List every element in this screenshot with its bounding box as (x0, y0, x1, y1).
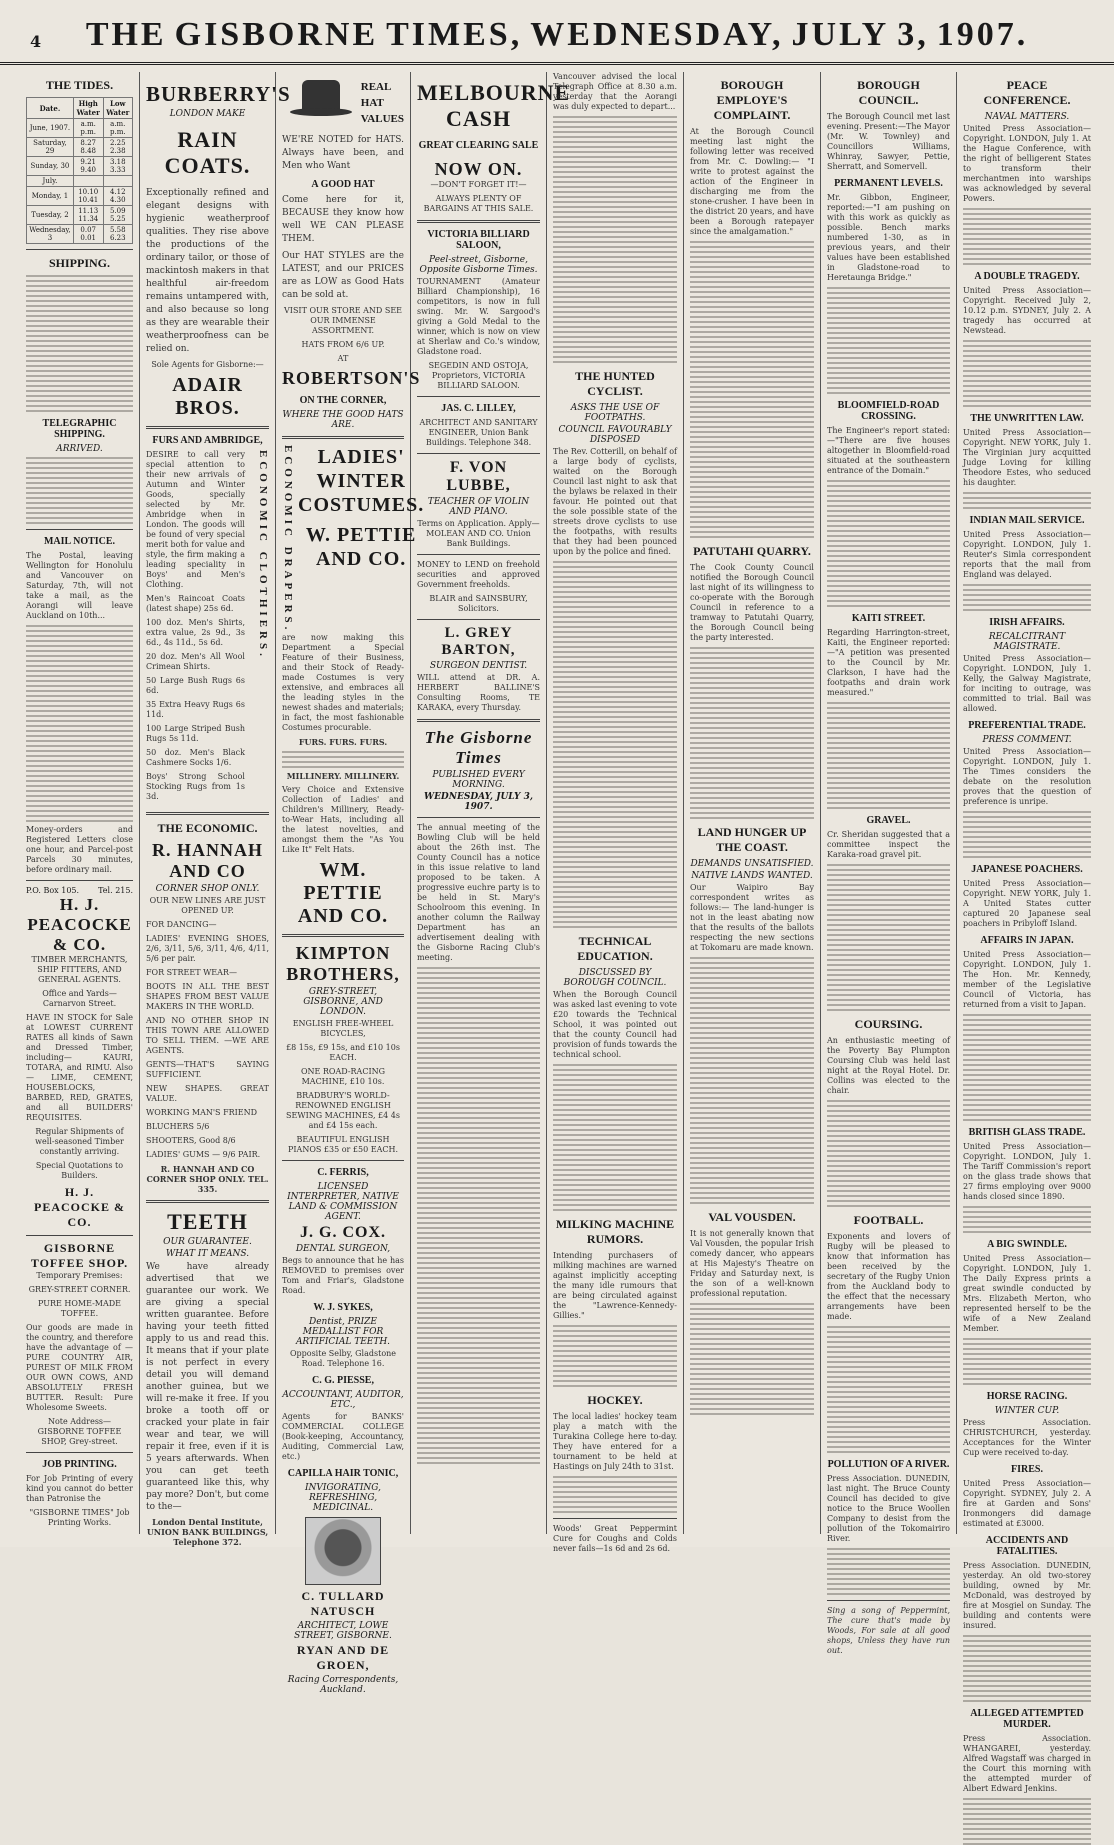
levels-heading: PERMANENT LEVELS. (834, 178, 943, 189)
technical-heading: TECHNICAL EDUCATION. (577, 934, 653, 963)
telegraphic-body-text (26, 457, 133, 524)
title-word: THE (85, 16, 167, 53)
column-7: BOROUGH COUNCIL. The Borough Council met last evening. Present:—The Mayor (Mr. W. Townley) and Councillors Williams, Whinray, Sawyer, Pettie, Sherratt, and Somervell. PERMANENT LEVELS. Mr. Gibbon, Engineer, reported:—"I am pushing on with this work as quickly as possible. Bench marks numbered 1-30, as in previous years, and their values have been established in Gladstone-road to Heretaunga Bridge." BLOOMFIELD-ROAD CROSSING. The Engineer's report stated:—"There are five houses altogether in Bloomfield-road situated at the southeastern entrance of the Domain." KAITI STREET. Regarding Harrington-street, Kaiti, the Engineer reported:—"A petition was presented to the Council by Mr. Clarkson, I have had the footpaths and drain work measured." GRAVEL. Cr. Sheridan suggested that a committee inspect the Karaka-road gravel pit. COURSING. An enthusiastic meeting of the Poverty Bay Plumpton Coursing Club was held last night at the Royal Hotel. Dr. Collins was elected to the chair. FOOTBALL. Exponents and lovers of Rugby will be pleased to know that information has been received by the secretary of the Rugby Union from the Auckland body to the effect that the necessary arrangements have been made. POLLUTION OF A RIVER. Press Association. DUNEDIN, last night. The Bruce County Council has decided to give notice to the Bruce Woollen Company to desist from the pollution of the Tokomairiro River. Sing a song of Peppermint, The cure that's made by Woods, For sale at all good shops, Unless they have run out. (821, 72, 957, 1534)
ryan-title: RYAN AND DE GROEN, (296, 1643, 390, 1673)
melbourne-cash-title: MELBOURNE CASH (417, 80, 571, 131)
title-word: 1907. (936, 16, 1029, 53)
table-row: Monday, 1 10.10 10.41 4.12 4.30 (27, 187, 133, 206)
tides-heading: THE TIDES. (45, 78, 114, 92)
horse-racing-heading: HORSE RACING. (986, 1391, 1068, 1402)
newspaper-title (0, 16, 1114, 54)
sykes-title: W. J. SYKES, (313, 1302, 373, 1314)
swindle-heading: A BIG SWINDLE. (987, 1239, 1067, 1250)
table-row: Tuesday, 2 11.13 11.34 5.09 5.25 (27, 206, 133, 225)
mail-text: The Postal, leaving Wellington for Honolulu and Vancouver on Saturday, 7th, will not take a mail, as the Aorangi will leave Auckland on 10th... (26, 551, 133, 620)
unwritten-heading: THE UNWRITTEN LAW. (970, 413, 1084, 424)
column-8: PEACE CONFERENCE. NAVAL MATTERS. United Press Association—Copyright. LONDON, July 1. At the Hague Conference, with the right of belligerent States to transform their merchantmen into warships was acknowledged by several Powers. A DOUBLE TRAGEDY. United Press Association—Copyright. Received July 2, 10.12 p.m. SYDNEY, July 2. A tragedy has occurred at Newstead. THE UNWRITTEN LAW. United Press Association—Copyright. NEW YORK, July 1. The Virginian jury acquitted Judge Loving for killing Theodore Estes, who seduced his daughter. INDIAN MAIL SERVICE. United Press Association—Copyright. LONDON, July 1. Reuter's Simla correspondent reports that the mail from England was delayed. IRISH AFFAIRS. RECALCITRANT MAGISTRATE. United Press Association—Copyright. LONDON, July 1. Kelly, the Galway Magistrate, for inciting to outrage, was committed to trial. Bail was allowed. PREFERENTIAL TRADE. PRESS COMMENT. United Press Association—Copyright. LONDON, July 1. The Times considers the debate on the resolution proves that the question of preference is unripe. JAPANESE POACHERS. United Press Association—Copyright. NEW YORK, July 1. A United States cutter captured 20 Japanese seal poachers in Pribyloff Island. AFFAIRS IN JAPAN. United Press Association—Copyright. LONDON, July 1. The Hon. Mr. Kennedy, member of the Legislative Council of Victoria, has returned from a visit to Japan. BRITISH GLASS TRADE. United Press Association—Copyright. LONDON, July 1. The Tariff Commission's report on the glass trade shows that 27 firms employing over 9000 hands closed since 1890. A BIG SWINDLE. United Press Association—Copyright. LONDON, July 1. The Daily Express prints a great swindle conducted by Mrs. Elizabeth Merton, who represented herself to be the wife of a New Zealand Member. HORSE RACING. WINTER CUP. Press Association. CHRISTCHURCH, yesterday. Acceptances for the Winter Cup were received to-day. FIRES. United Press Association—Copyright. SYDNEY, July 2. A fire at Garden and Sons' Ironmongers did damage estimated at £3000. ACCIDENTS AND FATALITIES. Press Association. DUNEDIN, yesterday. An old two-storey building, owned by Mr. McDonald, was destroyed by fire at Mosgiel on Sunday. The building and contents were insured. ALLEGED ATTEMPTED MURDER. Press Association. WHANGAREI, yesterday. Alfred Wagstaff was charged in the Court this morning with the attempted murder of Albert Edward Jenkins. (957, 72, 1097, 1534)
title-word: TIMES, (386, 16, 523, 53)
shipping-body-text (26, 275, 133, 412)
tragedy-heading: A DOUBLE TRAGEDY. (974, 271, 1080, 282)
column-3: REAL HAT VALUES WE'RE NOTED for HATS. Always have been, and Men who Want A GOOD HAT Come here for it, BECAUSE they know how well WE CAN PLEASE THEM. Our HAT STYLES are the LATEST, and our PRICES are as LOW as Good Hats can be sold at. VISIT OUR STORE AND SEE OUR IMMENSE ASSORTMENT. HATS FROM 6/6 UP. AT ROBERTSON'S ON THE CORNER, WHERE THE GOOD HATS ARE. ECONOMIC DRAPERS. LADIES' WINTER COSTUMES. W. PETTIE AND CO. are now making this Department a Special Feature of their Business, and their Stock of Ready-made Costumes is very extensive, and embraces all the leading styles in the newest shades and materials; in fact, the most fashionable Costumes procurable. FURS. FURS. FURS. MILLINERY. MILLINERY. Very Choice and Extensive Collection of Ladies' and Children's Millinery, Ready-to-Wear Hats, including all the latest novelties, and amongst them the "As You Like It" Felt Hats. WM. PETTIE AND CO. KIMPTON BROTHERS, GREY-STREET, GISBORNE, AND LONDON. ENGLISH FREE-WHEEL BICYCLES, £8 15s, £9 15s, and £10 10s EACH. ONE ROAD-RACING MACHINE, £10 10s. BRADBURY'S WORLD-RENOWNED ENGLISH SEWING MACHINES, £4 4s and £4 15s each. BEAUTIFUL ENGLISH PIANOS £35 or £50 EACH. C. FERRIS, LICENSED INTERPRETER, NATIVE LAND & COMMISSION AGENT. J. G. COX. DENTAL SURGEON, Begs to announce that he has REMOVED to premises over Tom and Friar's, Gladstone Road. W. J. SYKES, Dentist, PRIZE MEDALLIST FOR ARTIFICIAL TEETH. Opposite Selby, Gladstone Road. Telephone 16. C. G. PIESSE, ACCOUNTANT, AUDITOR, ETC., Agents for BANKS' COMMERCIAL COLLEGE (Book-keeping, Accountancy, Auditing, Commercial Law, etc.) CAPILLA HAIR TONIC, INVIGORATING, REFRESHING, MEDICINAL. C. TULLARD NATUSCH ARCHITECT, LOWE STREET, GISBORNE. RYAN AND DE GROEN, Racing Correspondents, Auckland. (276, 72, 411, 1534)
adair-bros: ADAIR BROS. (172, 374, 243, 419)
lilley-title: JAS. C. LILLEY, (441, 403, 516, 414)
pollution-heading: POLLUTION OF A RIVER. (827, 1459, 950, 1470)
patutahi-heading: PATUTAHI QUARRY. (693, 544, 811, 558)
indian-mail-heading: INDIAN MAIL SERVICE. (969, 515, 1085, 526)
table-row: Wednesday, 3 0.07 0.01 5.58 6.23 (27, 225, 133, 244)
title-word: JULY (791, 16, 890, 53)
tides-table (26, 97, 133, 244)
toffee-ad-text: Our goods are made in the country, and therefore have the advantage of — PURE COUNTRY AIR, PUREST OF MILK FROM OUR OWN COWS, AND ABSOLUTELY FRESH BUTTER. Result: Pure Wholesome Sweets. (26, 1323, 133, 1412)
masthead (0, 10, 1114, 65)
cox-title: J. G. COX. (300, 1224, 386, 1242)
column-2: BURBERRY'S LONDON MAKE RAIN COATS. Exceptionally refined and elegant designs with hygienic weatherproof qualities. They rise above the productions of the ordinary tailor, or those of mackintosh makers in that healthful air-freedom remains untampered with, and also because so long as they are wearable their weatherproofness can be relied on. Sole Agents for Gisborne:— ADAIR BROS. FURS AND AMBRIDGE, DESIRE to call very special attention to their new arrivals of Autumn and Winter Goods, specially selected by Mr. Ambridge when in London. The goods will be found of very special merit both for value and style, the firm making a leading speciality in Boys' and Men's Clothing. Men's Raincoat Coats (latest shape) 25s 6d. 100 doz. Men's Shirts, extra value, 2s 9d., 3s 6d., 4s 11d., 5s 6d. 20 doz. Men's All Wool Crimean Shirts. 50 Large Bush Rugs 6s 6d. 35 Extra Heavy Rugs 6s 11d. 100 Large Striped Bush Rugs 5s 11d. 50 doz. Men's Black Cashmere Socks 1/6. Boys' Strong School Stocking Rugs from 1s 3d. ECONOMIC CLOTHIERS. THE ECONOMIC. R. HANNAH AND CO CORNER SHOP ONLY. OUR NEW LINES ARE JUST OPENED UP. FOR DANCING— LADIES' EVENING SHOES, 2/6, 3/11, 5/6, 3/11, 4/6, 4/11, 5/6 per pair. FOR STREET WEAR— BOOTS IN ALL THE BEST SHAPES FROM BEST VALUE MAKERS IN THE WORLD. AND NO OTHER SHOP IN THIS TOWN ARE ALLOWED TO SELL THEM. —WE ARE AGENTS. GENTS—THAT'S SAYING SUFFICIENT. NEW SHAPES. GREAT VALUE. WORKING MAN'S FRIEND BLUCHERS 5/6 SHOOTERS, Good 8/6 LADIES' GUMS — 9/6 PAIR. R. HANNAH AND CO CORNER SHOP ONLY. TEL. 335. TEETH OUR GUARANTEE. WHAT IT MEANS. We have already advertised that we guarantee our work. We are giving a special written guarantee. Before having your teeth fitted apply to us and read this. It means that if your plate is not perfect in every detail you will demand another guinea, but we will re-make it free. If you broke a tooth off or cracked your plate in fair wear and tear, we will repair it free, even if it is 5 years afterwards. When you can get teeth guaranteed like this, why pay more? Don't, but come to the— London Dental Institute, UNION BANK BUILDINGS, Telephone 372. (140, 72, 276, 1534)
irish-heading: IRISH AFFAIRS. (989, 617, 1065, 628)
japanese-heading: JAPANESE POACHERS. (971, 864, 1083, 875)
title-word: 3, (897, 16, 929, 53)
pettie-title: W. PETTIE AND CO. (305, 524, 417, 570)
column-6: BOROUGH EMPLOYE'S COMPLAINT. At the Borough Council meeting last night the following letter was received from Mr. C. Dowling:— "I write to protest against the action of the Engineer in discharging me from the stone-crusher. I have been in the district 20 years, and have been a Borough ratepayer since the amalgamation." PATUTAHI QUARRY. The Cook County Council notified the Borough Council last night of its willingness to co-operate with the Borough Council in reference to a tramway to Patutahi Quarry, the Borough Council being the party interested. LAND HUNGER UP THE COAST. DEMANDS UNSATISFIED. NATIVE LANDS WANTED. Our Waipiro Bay correspondent writes as follows:— The land-hunger is not in the least abating now that the results of the ballots respecting the new sections at Tokomaru are made known. VAL VOUSDEN. It is not generally known that Val Vousden, the popular Irish comedy dancer, who appears at His Majesty's Theatre on Friday and Saturday next, is the son of a well-known professional reputation. (684, 72, 821, 1534)
billiard-heading: VICTORIA BILLIARD SALOON, (427, 229, 530, 251)
capilla-title: CAPILLA HAIR TONIC, (287, 1468, 399, 1480)
coursing-heading: COURSING. (854, 1017, 923, 1031)
preferential-heading: PREFERENTIAL TRADE. (968, 720, 1086, 731)
list-item: 20 doz. Men's All Wool Crimean Shirts. (146, 652, 245, 671)
burberry-text: Exceptionally refined and elegant designs with hygienic weatherproof qualities. They rise above the productions of the ordinary tailor, or those of mackintosh makers in that healthful air-freedom remains untampered with, and also because so long as they are wearable their weatherproofness can be relied on. (146, 188, 269, 354)
tullard-title: C. TULLARD NATUSCH (301, 1589, 385, 1619)
football-heading: FOOTBALL. (853, 1213, 924, 1227)
raincoats-title: RAIN COATS. (164, 127, 251, 178)
gravel-heading: GRAVEL. (866, 815, 911, 826)
list-item: Men's Raincoat Coats (latest shape) 25s 6d. (146, 594, 245, 613)
title-word: GISBORNE (174, 16, 379, 53)
mail-heading: MAIL NOTICE. (43, 536, 116, 547)
ladies-costumes-title: LADIES' WINTER COSTUMES. (298, 446, 425, 516)
job-printing-heading: JOB PRINTING. (42, 1459, 117, 1470)
pettie2-title: WM. PETTIE AND CO. (297, 859, 389, 928)
telephone: Tel. 215. (98, 886, 133, 895)
leader-text: The annual meeting of the Bowling Club will be held about the 26th inst. The County Council has a notice in this issue relative to land proposed to be taken. A progressive euchre party is to be held in St. Mary's Schoolroom this evening. In another column the Railway Department has an advertisement dealing with the Gisborne Racing Club's meeting. (417, 823, 540, 962)
title-word: WEDNESDAY, (530, 16, 784, 53)
table-row: Date. High Water Low Water (27, 98, 133, 119)
mail-body-text (26, 625, 133, 822)
milking-heading: MILKING MACHINE RUMORS. (555, 1217, 675, 1246)
peacocke-ad-text: HAVE IN STOCK for Sale at LOWEST CURRENT RATES all kinds of Sawn and Dressed Timber, including— KAURI, TOTARA, and RIMU. Also— LIME, CEMENT, HOUSEBLOCKS, BARBED, RED, GRATES, and all BUILDERS' REQUISITES. (26, 1013, 133, 1122)
piesse-title: C. G. PIESSE, (312, 1375, 374, 1387)
robertsons-title: ROBERTSON'S (282, 368, 421, 388)
lubbe-title: F. VON LUBBE, (446, 459, 511, 494)
economic-clothiers-vertical: ECONOMIC CLOTHIERS. (257, 450, 269, 660)
table-row: Sunday, 30 9.21 9.40 3.18 3.33 (27, 157, 133, 176)
list-item: 100 Large Striped Bush Rugs 5s 11d. (146, 724, 245, 743)
kimpton-title: KIMPTON BROTHERS, (286, 943, 400, 985)
economic-heading: THE ECONOMIC. (157, 821, 258, 835)
land-hunger-heading: LAND HUNGER UP THE COAST. (697, 825, 807, 854)
column-5: Vancouver advised the local Telegraph Office at 8.30 a.m. yesterday that the Aorangi was duly expected to depart... THE HUNTED CYCLIST. ASKS THE USE OF FOOTPATHS. COUNCIL FAVOURABLY DISPOSED The Rev. Cotterill, on behalf of a large body of cyclists, waited on the Borough Council last night to ask that the bylaws be relaxed in their favour. He pointed out that the sole possible state of the streets drove cyclists to use the footpaths, with results that they had been pounced upon by the police and fined. TECHNICAL EDUCATION. DISCUSSED BY BOROUGH COUNCIL. When the Borough Council was asked last evening to vote £20 towards the Technical School, it was pointed out that the county Council had provision of funds towards the technical school. MILKING MACHINE RUMORS. Intending purchasers of milking machines are warned against implicitly accepting the many idle rumours that are being circulated against the "Lawrence-Kennedy-Gillies." HOCKEY. The local ladies' hockey team play a match with the Turakina College here to-day. They have entered for a tournament to be held at Hastings on July 24th to 31st. Woods' Great Peppermint Cure for Coughs and Colds never fails—1s 6d and 2s 6d. (547, 72, 684, 1534)
money-orders-text: Money-orders and Registered Letters close one hour, and Parcel-post Parcels 30 minutes, before ordinary mail. (26, 825, 133, 874)
leader-body-text (417, 967, 540, 1464)
toffee-ad-title: GISBORNE TOFFEE SHOP. (30, 1241, 129, 1270)
list-item: 50 doz. Men's Black Cashmere Socks 1/6. (146, 748, 245, 767)
kaiti-heading: KAITI STREET. (851, 613, 926, 624)
hannah-title: R. HANNAH AND CO (152, 840, 263, 881)
capilla-portrait-image (305, 1517, 381, 1585)
page-number: 4 (30, 32, 42, 51)
list-item: Boys' Strong School Stocking Rugs from 1s 3d. (146, 772, 245, 801)
table-row: Saturday, 29 8.27 8.48 2.25 2.38 (27, 138, 133, 157)
table-row: June, 1907. a.m. p.m. a.m. p.m. (27, 119, 133, 138)
teeth-title: TEETH (167, 1209, 248, 1234)
table-row: July. (27, 176, 133, 187)
glass-heading: BRITISH GLASS TRADE. (968, 1127, 1086, 1138)
economic-drapers-vertical: ECONOMIC DRAPERS. (282, 445, 294, 634)
barton-title: L. GREY BARTON, (441, 625, 516, 658)
list-item: 35 Extra Heavy Rugs 6s 11d. (146, 700, 245, 719)
cyclist-heading: THE HUNTED CYCLIST. (575, 369, 655, 398)
ferris-title: C. FERRIS, (317, 1167, 369, 1179)
column-1: THE TIDES. Date. High Water Low Water June, 1907. a.m. p.m. a.m. p.m. Saturday, 29 8.27 8.48 2.25 2.38 Sunday, 30 9.21 9.40 3.18 3.33 July. Monday, 1 10.10 10.41 4.12 4.30 Tuesday, 2 11.13 11.34 5.09 5.25 Wednesday, 3 0.07 0.01 5.58 6.23 SHIPPING. TELEGRAPHIC SHIPPING. ARRIVED. MAIL NOTICE. The Postal, leaving Wellington for Honolulu and Vancouver on Saturday, 7th, will not take a mail, as the Aorangi will leave Auckland on 10th... Money-orders and Registered Letters close one hour, and Parcel-post Parcels 30 minutes, before ordinary mail. P.O. Box 105. Tel. 215. H. J. PEACOCKE & CO. TIMBER MERCHANTS, SHIP FITTERS, AND GENERAL AGENTS. Office and Yards—Carnarvon Street. HAVE IN STOCK for Sale at LOWEST CURRENT RATES all kinds of Sawn and Dressed Timber, including— KAURI, TOTARA, and RIMU. Also— LIME, CEMENT, HOUSEBLOCKS, BARBED, RED, GRATES, and all BUILDERS' REQUISITES. Regular Shipments of well-seasoned Timber constantly arriving. Special Quotations to Builders. H. J. PEACOCKE & CO. GISBORNE TOFFEE SHOP. Temporary Premises: GREY-STREET CORNER. PURE HOME-MADE TOFFEE. Our goods are made in the country, and therefore have the advantage of — PURE COUNTRY AIR, PUREST OF MILK FROM OUR OWN COWS, AND ABSOLUTELY FRESH BUTTER. Result: Pure Wholesome Sweets. Note Address— GISBORNE TOFFEE SHOP, Grey-street. JOB PRINTING. For Job Printing of every kind you cannot do better than Patronise the "GISBORNE TIMES" Job Printing Works. (20, 72, 140, 1534)
accidents-heading: ACCIDENTS AND FATALITIES. (985, 1535, 1069, 1557)
hat-icon (286, 76, 356, 130)
borough-council-heading: BOROUGH COUNCIL. (857, 78, 920, 107)
teeth-text: We have already advertised that we guarantee our work. We are giving a special written guarantee. Before having your teeth fitted apply to us and read this. It means that if your plate is not perfect in every detail you will demand another guinea, but we will re-make it free. If you broke a tooth off or cracked your plate in fair wear and tear, we will repair it free, even if it is 5 years afterwards. When you can get teeth guaranteed like this, why pay more? Don't, but come to the— (146, 1262, 269, 1512)
murder-heading: ALLEGED ATTEMPTED MURDER. (970, 1708, 1084, 1730)
list-item: 50 Large Bush Rugs 6s 6d. (146, 676, 245, 695)
employe-heading: BOROUGH EMPLOYE'S COMPLAINT. (713, 78, 791, 122)
peacocke-ad-title: H. J. PEACOCKE & CO. (27, 895, 132, 954)
po-box: P.O. Box 105. (26, 886, 80, 895)
hockey-heading: HOCKEY. (587, 1393, 643, 1407)
crossing-heading: BLOOMFIELD-ROAD CROSSING. (837, 400, 940, 422)
japan-affairs-heading: AFFAIRS IN JAPAN. (980, 935, 1074, 946)
furs-ambridge-heading: FURS AND AMBRIDGE, (152, 435, 263, 446)
telegraphic-heading: TELEGRAPHIC SHIPPING. (42, 418, 117, 440)
peace-heading: PEACE CONFERENCE. (983, 78, 1071, 107)
list-item: 100 doz. Men's Shirts, extra value, 2s 9d., 3s 6d., 4s 11d., 5s 6d. (146, 618, 245, 647)
val-vousden-heading: VAL VOUSDEN. (708, 1210, 796, 1224)
shipping-heading: SHIPPING. (48, 256, 110, 270)
column-4: MELBOURNE CASH GREAT CLEARING SALE NOW ON. —DON'T FORGET IT!— ALWAYS PLENTY OF BARGAINS AT THIS SALE. VICTORIA BILLIARD SALOON, Peel-street, Gisborne, Opposite Gisborne Times. TOURNAMENT (Amateur Billiard Championship), 16 competitors, is now in full swing. Mr. W. Sargood's giving a Gold Medal to the winner, which is now on view at Sherlaw and Co.'s window, Gladstone road. SEGEDIN AND OSTOJA, Proprietors, VICTORIA BILLIARD SALOON. JAS. C. LILLEY, ARCHITECT AND SANITARY ENGINEER, Union Bank Buildings. Telephone 348. F. VON LUBBE, TEACHER OF VIOLIN AND PIANO. Terms on Application. Apply—MOLEAN AND CO. Union Bank Buildings. MONEY to LEND on freehold securities and approved Government freeholds. BLAIR and SAINSBURY, Solicitors. L. GREY BARTON, SURGEON DENTIST. WILL attend at DR. A. HERBERT BALLINE'S Consulting Rooms, TE KARAKA, every Thursday. The Gisborne Times PUBLISHED EVERY MORNING. WEDNESDAY, JULY 3, 1907. The annual meeting of the Bowling Club will be held about the 26th inst. The County Council has a notice in this issue relative to land proposed to be taken. A progressive euchre party is to be held in St. Mary's Schoolroom this evening. In another column the Railway Department has an advertisement dealing with the Gisborne Racing Club's meeting. (411, 72, 547, 1534)
fires-heading: FIRES. (1011, 1464, 1043, 1475)
gisborne-times-masthead: The Gisborne Times (424, 728, 533, 767)
burberry-title: BURBERRY'S (146, 82, 291, 106)
